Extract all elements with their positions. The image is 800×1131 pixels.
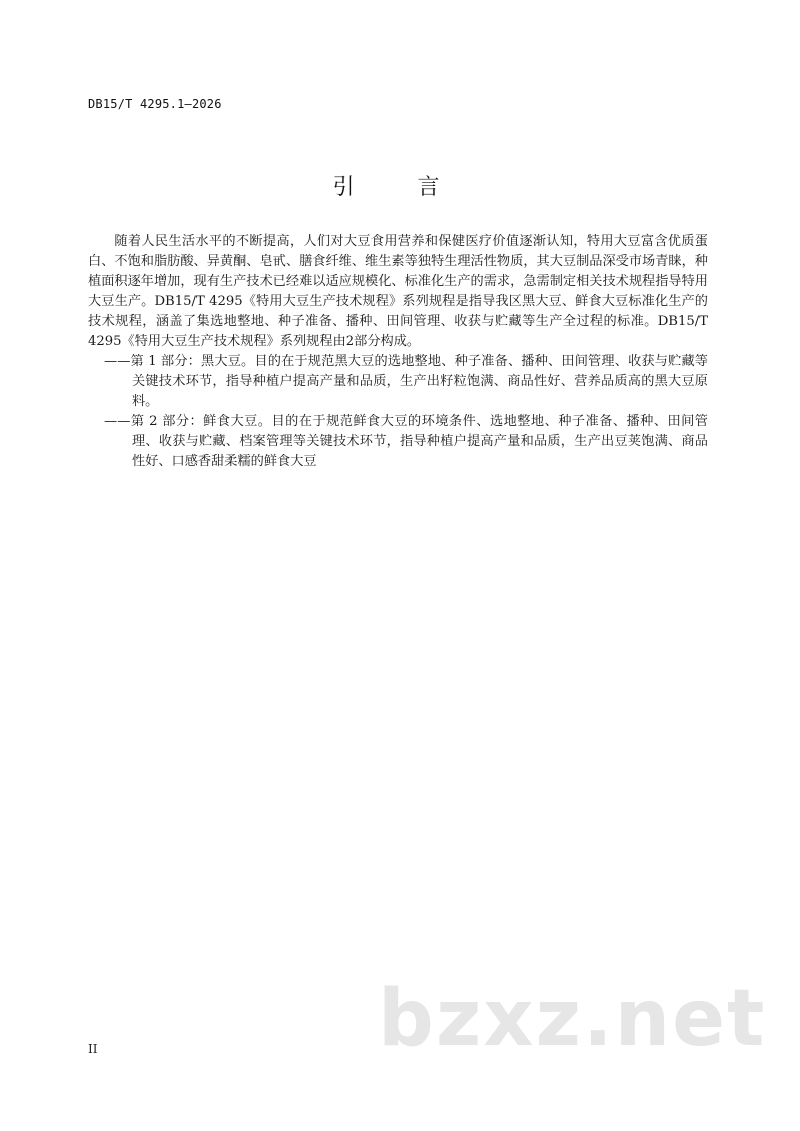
page-title: 引 言 [332, 175, 468, 200]
watermark: bzxz.net [378, 974, 767, 1064]
page-number: II [88, 1042, 98, 1056]
list-item-part-2: ——第 2 部分：鲜食大豆。目的在于规范鲜食大豆的环境条件、选地整地、种子准备、播种、田间管理、收获与贮藏、档案管理等关键技术环节，指导种植户提高产量和品质，生产出豆荚饱满、商品性好、口感香甜柔糯的鲜食大豆 [104, 414, 708, 469]
standard-code: DB15/T 4295.1—2026 [88, 97, 222, 111]
list-item-part-1: ——第 1 部分：黑大豆。目的在于规范黑大豆的选地整地、种子准备、播种、田间管理、收获与贮藏等关键技术环节，指导种植户提高产量和品质，生产出籽粒饱满、商品性好、营养品质高的黑大豆原料。 [104, 354, 708, 409]
document-body [88, 232, 708, 472]
intro-paragraph: 随着人民生活水平的不断提高，人们对大豆食用营养和保健医疗价值逐渐认知，特用大豆富含优质蛋白、不饱和脂肪酸、异黄酮、皂甙、膳食纤维、维生素等独特生理活性物质，其大豆制品深受市场青睐，种植面积逐年增加，现有生产技术已经难以适应规模化、标准化生产的需求，急需制定相关技术规程指导特用大豆生产。DB15/T 4295《特用大豆生产技术规程》系列规程是指导我区黑大豆、鲜食大豆标准化生产的技术规程，涵盖了集选地整地、种子准备、播种、田间管理、收获与贮藏等生产全过程的标准。DB15/T 4295《特用大豆生产技术规程》系列规程由2部分构成。 [88, 234, 708, 349]
